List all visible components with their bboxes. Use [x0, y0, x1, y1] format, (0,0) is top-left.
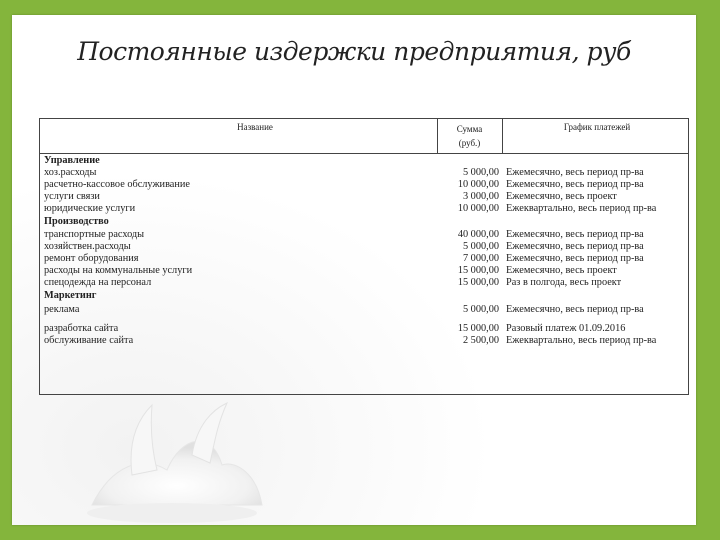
table-row-name: транспортные расходы [44, 229, 145, 240]
table-row-schedule: Ежеквартально, весь период пр-ва [506, 203, 657, 214]
section-label: Производство [44, 216, 109, 227]
table-row-schedule: Ежемесячно, весь период пр-ва [506, 253, 644, 264]
table-row-sum: 2 500,00 [462, 335, 499, 346]
header-sum [437, 122, 502, 150]
table-row-schedule: Ежемесячно, весь период пр-ва [506, 304, 644, 315]
table-row-name: хоз.расходы [44, 167, 97, 178]
page-title: Постоянные издержки предприятия, руб [77, 37, 631, 66]
table-row-schedule: Раз в полгода, весь проект [506, 277, 622, 288]
milk-splash-image [72, 395, 272, 525]
table-row-schedule: Ежеквартально, весь период пр-ва [506, 335, 657, 346]
header-sum-line2: (руб.) [458, 138, 481, 148]
column-divider [502, 119, 503, 153]
header-schedule: График платежей [563, 122, 631, 132]
header-name: Название [237, 122, 273, 132]
table-row-name: хозяйствен.расходы [44, 241, 131, 252]
table-row-schedule: Ежемесячно, весь период пр-ва [506, 229, 644, 240]
section-label: Управление [44, 155, 100, 166]
table-header-row [40, 119, 688, 154]
table-row-sum: 5 000,00 [462, 304, 499, 315]
table-row-sum: 15 000,00 [457, 265, 499, 276]
table-row-sum: 5 000,00 [462, 167, 499, 178]
table-row-sum: 5 000,00 [462, 241, 499, 252]
section-label: Маркетинг [44, 290, 97, 301]
table-row-name: спецодежда на персонал [44, 277, 152, 288]
table-row-name: разработка сайта [44, 323, 119, 334]
table-row-sum: 10 000,00 [457, 203, 499, 214]
table-row-name: ремонт оборудования [44, 253, 139, 264]
table-row-sum: 40 000,00 [457, 229, 499, 240]
table-row-sum: 10 000,00 [457, 179, 499, 190]
table-row-name: обслуживание сайта [44, 335, 134, 346]
table-row-sum: 15 000,00 [457, 277, 499, 288]
table-row-schedule: Ежемесячно, весь период пр-ва [506, 179, 644, 190]
slide [12, 15, 696, 525]
table-row-name: реклама [44, 304, 80, 315]
costs-table [39, 118, 689, 395]
table-row-schedule: Ежемесячно, весь период пр-ва [506, 167, 644, 178]
table-row-sum: 3 000,00 [462, 191, 499, 202]
table-row-sum: 7 000,00 [462, 253, 499, 264]
table-row-sum: 15 000,00 [457, 323, 499, 334]
header-sum-line1: Сумма [456, 124, 483, 134]
table-row-schedule: Ежемесячно, весь проект [506, 265, 617, 276]
table-row-name: юридические услуги [44, 203, 136, 214]
table-row-schedule: Ежемесячно, весь период пр-ва [506, 241, 644, 252]
table-row-schedule: Разовый платеж 01.09.2016 [506, 323, 626, 334]
table-row-name: услуги связи [44, 191, 100, 202]
table-row-name: расходы на коммунальные услуги [44, 265, 193, 276]
table-row-name: расчетно-кассовое обслуживание [44, 179, 190, 190]
table-row-schedule: Ежемесячно, весь проект [506, 191, 617, 202]
